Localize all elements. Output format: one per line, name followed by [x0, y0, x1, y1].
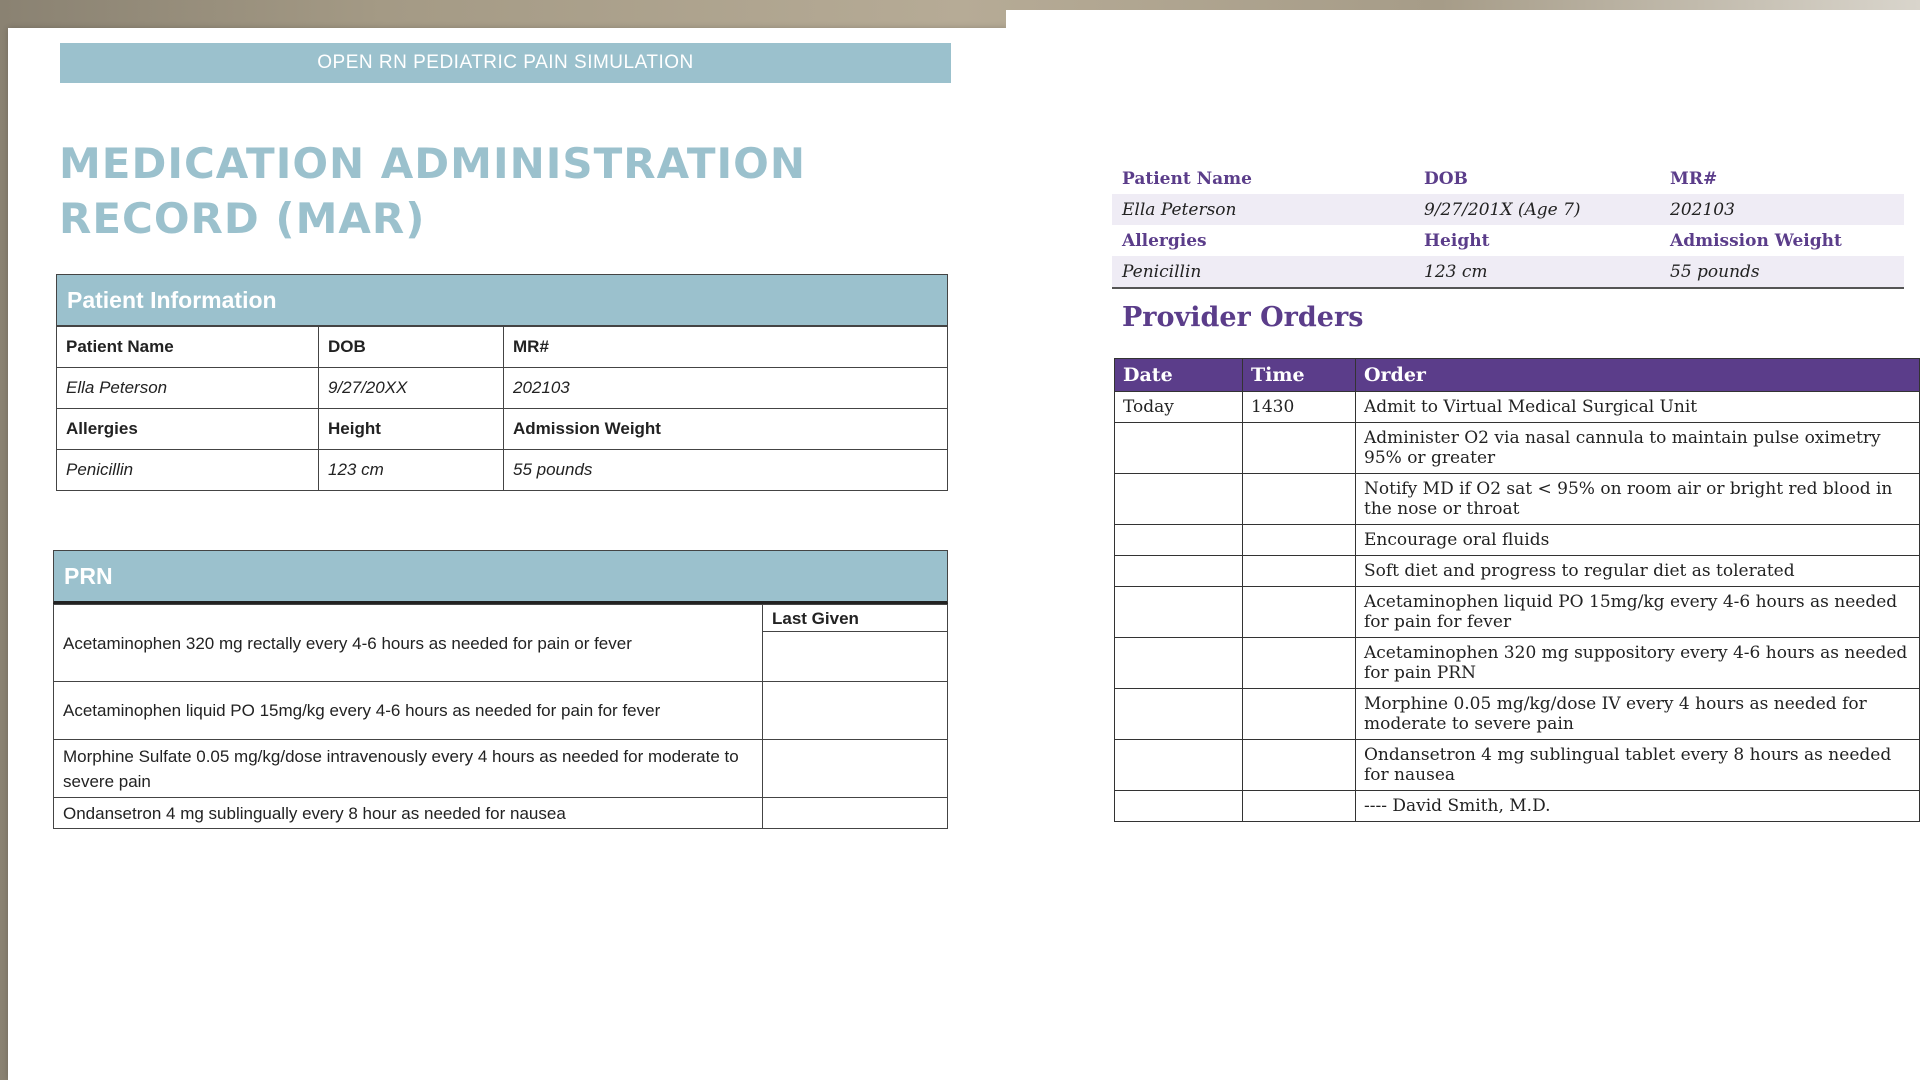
order-text: Soft diet and progress to regular diet as tolerated	[1356, 556, 1920, 587]
order-date	[1115, 556, 1243, 587]
value-allergies: Penicillin	[57, 450, 319, 491]
table-row	[1112, 256, 1904, 288]
simulation-banner: OPEN RN PEDIATRIC PAIN SIMULATION	[60, 43, 951, 83]
page-title	[59, 136, 959, 246]
table-row	[1115, 689, 1920, 740]
order-time: 1430	[1243, 392, 1356, 423]
column-header-order: Order	[1356, 359, 1920, 392]
table-row	[57, 368, 948, 409]
value-admission-weight: 55 pounds	[504, 450, 948, 491]
order-time	[1243, 474, 1356, 525]
table-row	[54, 740, 948, 798]
label-patient-name: Patient Name	[57, 327, 319, 368]
table-row	[1112, 225, 1904, 256]
value-mr: 202103	[504, 368, 948, 409]
table-row	[1115, 556, 1920, 587]
table-row	[54, 798, 948, 829]
order-time	[1243, 740, 1356, 791]
value-admission-weight: 55 pounds	[1660, 256, 1904, 288]
provider-orders-table	[1114, 358, 1920, 822]
value-patient-name: Ella Peterson	[57, 368, 319, 409]
value-patient-name: Ella Peterson	[1112, 194, 1414, 225]
last-given-cell[interactable]	[763, 632, 948, 682]
order-time	[1243, 423, 1356, 474]
label-admission-weight: Admission Weight	[1670, 230, 1842, 251]
label-allergies: Allergies	[1122, 230, 1207, 251]
table-row	[1115, 638, 1920, 689]
order-date	[1115, 638, 1243, 689]
patient-summary	[1112, 163, 1904, 289]
last-given-cell[interactable]	[763, 798, 948, 829]
prn-table	[53, 550, 948, 829]
label-mr: MR#	[504, 327, 948, 368]
order-text: Administer O2 via nasal cannula to maintain pulse oximetry 95% or greater	[1356, 423, 1920, 474]
patient-information-table	[56, 274, 948, 491]
table-header-row	[1115, 359, 1920, 392]
prn-heading: PRN	[53, 550, 948, 604]
order-date	[1115, 791, 1243, 822]
order-text: Notify MD if O2 sat < 95% on room air or bright red blood in the nose or throat	[1356, 474, 1920, 525]
prn-item-1: Acetaminophen 320 mg rectally every 4-6 hours as needed for pain or fever	[54, 605, 763, 682]
label-dob: DOB	[319, 327, 504, 368]
label-admission-weight: Admission Weight	[504, 409, 948, 450]
order-text: Acetaminophen 320 mg suppository every 4-6 hours as needed for pain PRN	[1356, 638, 1920, 689]
value-dob: 9/27/20XX	[319, 368, 504, 409]
prn-item-2: Acetaminophen liquid PO 15mg/kg every 4-6 hours as needed for pain for fever	[54, 682, 763, 740]
order-text: Ondansetron 4 mg sublingual tablet every 8 hours as needed for nausea	[1356, 740, 1920, 791]
value-mr: 202103	[1660, 194, 1904, 225]
column-header-time: Time	[1243, 359, 1356, 392]
order-text: Encourage oral fluids	[1356, 525, 1920, 556]
value-dob: 9/27/201X (Age 7)	[1414, 194, 1660, 225]
table-row	[1115, 423, 1920, 474]
order-time	[1243, 525, 1356, 556]
patient-information-heading: Patient Information	[56, 274, 948, 326]
value-allergies: Penicillin	[1112, 256, 1414, 288]
table-row	[1115, 587, 1920, 638]
table-row	[54, 682, 948, 740]
page-title-line-2: RECORD (MAR)	[59, 194, 426, 243]
order-date	[1115, 474, 1243, 525]
order-signature: ---- David Smith, M.D.	[1356, 791, 1920, 822]
table-row	[57, 450, 948, 491]
provider-orders-title: Provider Orders	[1122, 302, 1364, 333]
order-time	[1243, 689, 1356, 740]
order-date	[1115, 740, 1243, 791]
value-height: 123 cm	[319, 450, 504, 491]
label-height: Height	[319, 409, 504, 450]
order-text: Admit to Virtual Medical Surgical Unit	[1356, 392, 1920, 423]
label-height: Height	[1424, 230, 1490, 251]
table-row	[57, 327, 948, 368]
value-height: 123 cm	[1414, 256, 1660, 288]
table-row	[1115, 525, 1920, 556]
order-time	[1243, 791, 1356, 822]
table-row	[1115, 791, 1920, 822]
order-time	[1243, 638, 1356, 689]
order-date	[1115, 689, 1243, 740]
table-row	[57, 409, 948, 450]
prn-item-4: Ondansetron 4 mg sublingually every 8 hour as needed for nausea	[54, 798, 763, 829]
order-time	[1243, 556, 1356, 587]
order-date: Today	[1115, 392, 1243, 423]
table-row	[1115, 392, 1920, 423]
table-row	[54, 605, 948, 632]
table-row	[1115, 474, 1920, 525]
label-mr: MR#	[1670, 168, 1718, 189]
order-text: Morphine 0.05 mg/kg/dose IV every 4 hours as needed for moderate to severe pain	[1356, 689, 1920, 740]
order-date	[1115, 525, 1243, 556]
table-row	[1112, 194, 1904, 225]
label-allergies: Allergies	[57, 409, 319, 450]
order-date	[1115, 587, 1243, 638]
order-text: Acetaminophen liquid PO 15mg/kg every 4-6 hours as needed for pain for fever	[1356, 587, 1920, 638]
column-header-date: Date	[1115, 359, 1243, 392]
table-row	[1115, 740, 1920, 791]
page-title-line-1: MEDICATION ADMINISTRATION	[59, 139, 806, 188]
last-given-cell[interactable]	[763, 740, 948, 798]
last-given-cell[interactable]	[763, 682, 948, 740]
order-date	[1115, 423, 1243, 474]
label-patient-name: Patient Name	[1122, 168, 1252, 189]
order-time	[1243, 587, 1356, 638]
label-dob: DOB	[1424, 168, 1468, 189]
prn-item-3: Morphine Sulfate 0.05 mg/kg/dose intravenously every 4 hours as needed for moderate to severe pain	[54, 740, 763, 798]
last-given-label: Last Given	[763, 605, 948, 632]
table-row	[1112, 163, 1904, 194]
